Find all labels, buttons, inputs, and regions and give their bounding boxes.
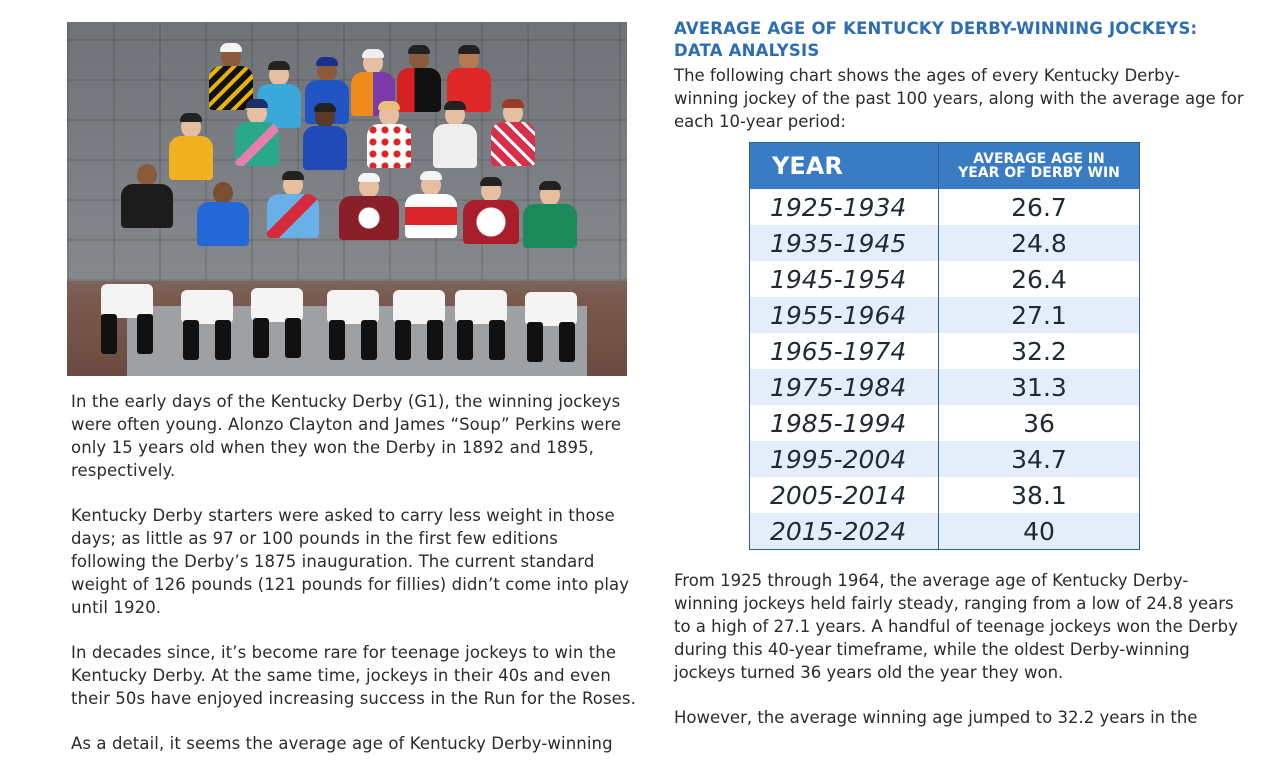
table-row xyxy=(750,189,1139,225)
average-age-table xyxy=(749,142,1140,550)
table-row xyxy=(750,333,1139,369)
year-cell: 2015-2024 xyxy=(750,513,939,549)
jockey-figure xyxy=(367,104,411,166)
table-row xyxy=(750,369,1139,405)
paragraph: However, the average winning age jumped to 32.2 years in the xyxy=(674,708,1198,727)
jockey-figure xyxy=(209,46,253,108)
section-heading: AVERAGE AGE OF KENTUCKY DERBY-WINNING JOCKEYS: DATA ANALYSIS xyxy=(674,19,1198,60)
table-row xyxy=(750,405,1139,441)
year-cell: 1935-1945 xyxy=(750,225,939,261)
jockey-legs xyxy=(249,288,305,358)
year-cell: 1995-2004 xyxy=(750,441,939,477)
year-cell: 1955-1964 xyxy=(750,297,939,333)
jockeys-group-photo xyxy=(67,22,627,376)
jockey-figure xyxy=(405,174,457,236)
jockey-figure xyxy=(523,184,577,246)
year-cell: 1975-1984 xyxy=(750,369,939,405)
table-row xyxy=(750,477,1139,513)
intro-paragraph: The following chart shows the ages of every Kentucky Derby-winning jockey of the past 100 years, along with the average age for each 10-year period: xyxy=(674,66,1244,131)
left-article-text xyxy=(71,390,637,777)
column-header-line: YEAR OF DERBY WIN xyxy=(958,165,1120,181)
table-row xyxy=(750,261,1139,297)
age-cell: 26.4 xyxy=(1011,264,1067,294)
column-header-line: AVERAGE AGE IN xyxy=(973,151,1105,167)
paragraph: As a detail, it seems the average age of Kentucky Derby-winning xyxy=(71,734,613,753)
age-cell: 36 xyxy=(1023,408,1055,438)
year-cell: 1925-1934 xyxy=(750,189,939,225)
column-header-average-age xyxy=(939,143,1139,189)
table-header xyxy=(750,143,1139,189)
jockey-legs xyxy=(453,290,509,360)
age-cell: 31.3 xyxy=(1011,372,1067,402)
table-row xyxy=(750,297,1139,333)
jockey-figure xyxy=(463,180,519,242)
age-cell: 26.7 xyxy=(1011,192,1067,222)
jockey-figure xyxy=(397,48,441,110)
right-article-header xyxy=(674,18,1244,133)
age-cell: 24.8 xyxy=(1011,228,1067,258)
paragraph: In decades since, it’s become rare for teenage jockeys to win the Kentucky Derby. At the same time, jockeys in their 40s and even their 50s have enjoyed increasing success in the Run for the Roses. xyxy=(71,643,636,708)
table-row xyxy=(750,513,1139,549)
age-cell: 32.2 xyxy=(1011,336,1067,366)
jockey-figure xyxy=(121,164,173,226)
age-cell: 38.1 xyxy=(1011,480,1067,510)
age-cell: 40 xyxy=(1023,516,1055,546)
year-cell: 1985-1994 xyxy=(750,405,939,441)
jockey-figure xyxy=(339,176,399,238)
jockey-legs xyxy=(391,290,447,360)
table-row xyxy=(750,441,1139,477)
jockey-figure xyxy=(235,102,279,164)
age-cell: 27.1 xyxy=(1011,300,1067,330)
table-row xyxy=(750,225,1139,261)
column-header-year: YEAR xyxy=(750,143,939,189)
jockey-figure xyxy=(491,102,535,164)
paragraph: Kentucky Derby starters were asked to carry less weight in those days; as little as 97 or 100 pounds in the first few editions following the Derby’s 1875 inauguration. The current standard weight of 126 pounds (121 pounds for fillies) didn’t come into play until 1920. xyxy=(71,506,630,617)
paragraph: From 1925 through 1964, the average age of Kentucky Derby-winning jockeys held fairly steady, ranging from a low of 24.8 years to a high of 27.1 years. A handful of teenage jockeys won the Derby during this 40-year timeframe, while the oldest Derby-winning jockeys turned 36 years old the year they won. xyxy=(674,571,1238,682)
paragraph: In the early days of the Kentucky Derby (G1), the winning jockeys were often young. Alonzo Clayton and James “Soup” Perkins were only 15 years old when they won the Derby in 1892 and 1895, respectively. xyxy=(71,392,622,480)
jockey-figure xyxy=(267,174,319,236)
jockey-legs xyxy=(179,290,235,360)
jockey-legs xyxy=(99,284,155,354)
jockey-legs xyxy=(523,292,579,362)
jockey-figure xyxy=(197,182,249,244)
age-cell: 34.7 xyxy=(1011,444,1067,474)
year-cell: 1945-1954 xyxy=(750,261,939,297)
jockey-figure xyxy=(169,116,213,178)
jockey-figure xyxy=(433,104,477,166)
jockey-legs xyxy=(325,290,381,360)
year-cell: 2005-2014 xyxy=(750,477,939,513)
right-article-text xyxy=(674,569,1244,751)
year-cell: 1965-1974 xyxy=(750,333,939,369)
jockey-figure xyxy=(303,106,347,168)
